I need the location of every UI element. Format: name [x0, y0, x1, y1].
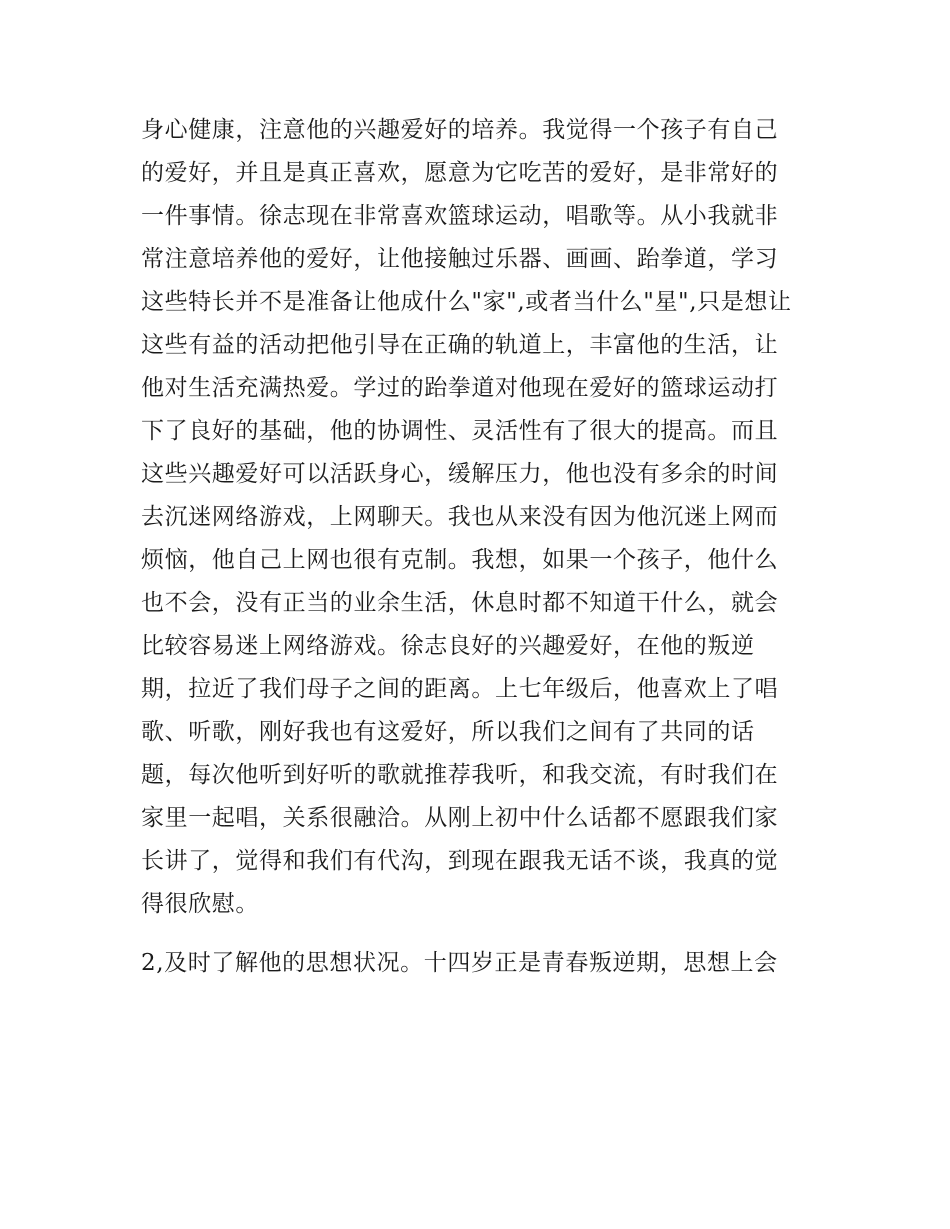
text-line: 也不会，没有正当的业余生活，休息时都不知道干什么，就会: [141, 590, 779, 616]
document-body: [141, 109, 821, 985]
text-line: 这些有益的活动把他引导在正确的轨道上，丰富他的生活，让: [141, 332, 779, 358]
paragraph-spacer: [141, 926, 821, 942]
text-line: 题，每次他听到好听的歌就推荐我听，和我交流，有时我们在: [141, 762, 779, 788]
text-line: 的爱好，并且是真正喜欢，愿意为它吃苦的爱好，是非常好的: [141, 160, 779, 186]
text-line: 去沉迷网络游戏，上网聊天。我也从来没有因为他沉迷上网而: [141, 504, 779, 530]
paragraph: [141, 109, 821, 926]
text-line: 一件事情。徐志现在非常喜欢篮球运动，唱歌等。从小我就非: [141, 203, 779, 229]
text-line: 烦恼，他自己上网也很有克制。我想，如果一个孩子，他什么: [141, 547, 779, 573]
text-line: 常注意培养他的爱好，让他接触过乐器、画画、跆拳道，学习: [141, 246, 779, 272]
paragraph: [141, 942, 821, 985]
text-line: 这些兴趣爱好可以活跃身心，缓解压力，他也没有多余的时间: [141, 461, 779, 487]
text-line: 期，拉近了我们母子之间的距离。上七年级后，他喜欢上了唱: [141, 676, 779, 702]
text-line: 2,及时了解他的思想状况。十四岁正是青春叛逆期，思想上会: [141, 950, 778, 976]
text-line: 得很欣慰。: [141, 891, 259, 917]
text-line: 长讲了，觉得和我们有代沟，到现在跟我无话不谈，我真的觉: [141, 848, 779, 874]
text-line: 他对生活充满热爱。学过的跆拳道对他现在爱好的篮球运动打: [141, 375, 779, 401]
text-line: 比较容易迷上网络游戏。徐志良好的兴趣爱好，在他的叛逆: [141, 633, 755, 659]
text-line: 身心健康，注意他的兴趣爱好的培养。我觉得一个孩子有自己: [141, 117, 779, 143]
text-line: 歌、听歌，刚好我也有这爱好，所以我们之间有了共同的话: [141, 719, 755, 745]
text-line: 下了良好的基础，他的协调性、灵活性有了很大的提高。而且: [141, 418, 779, 444]
text-line: 家里一起唱，关系很融洽。从刚上初中什么话都不愿跟我们家: [141, 805, 779, 831]
text-line: 这些特长并不是准备让他成什么"家",或者当什么"星",只是想让: [141, 289, 792, 315]
